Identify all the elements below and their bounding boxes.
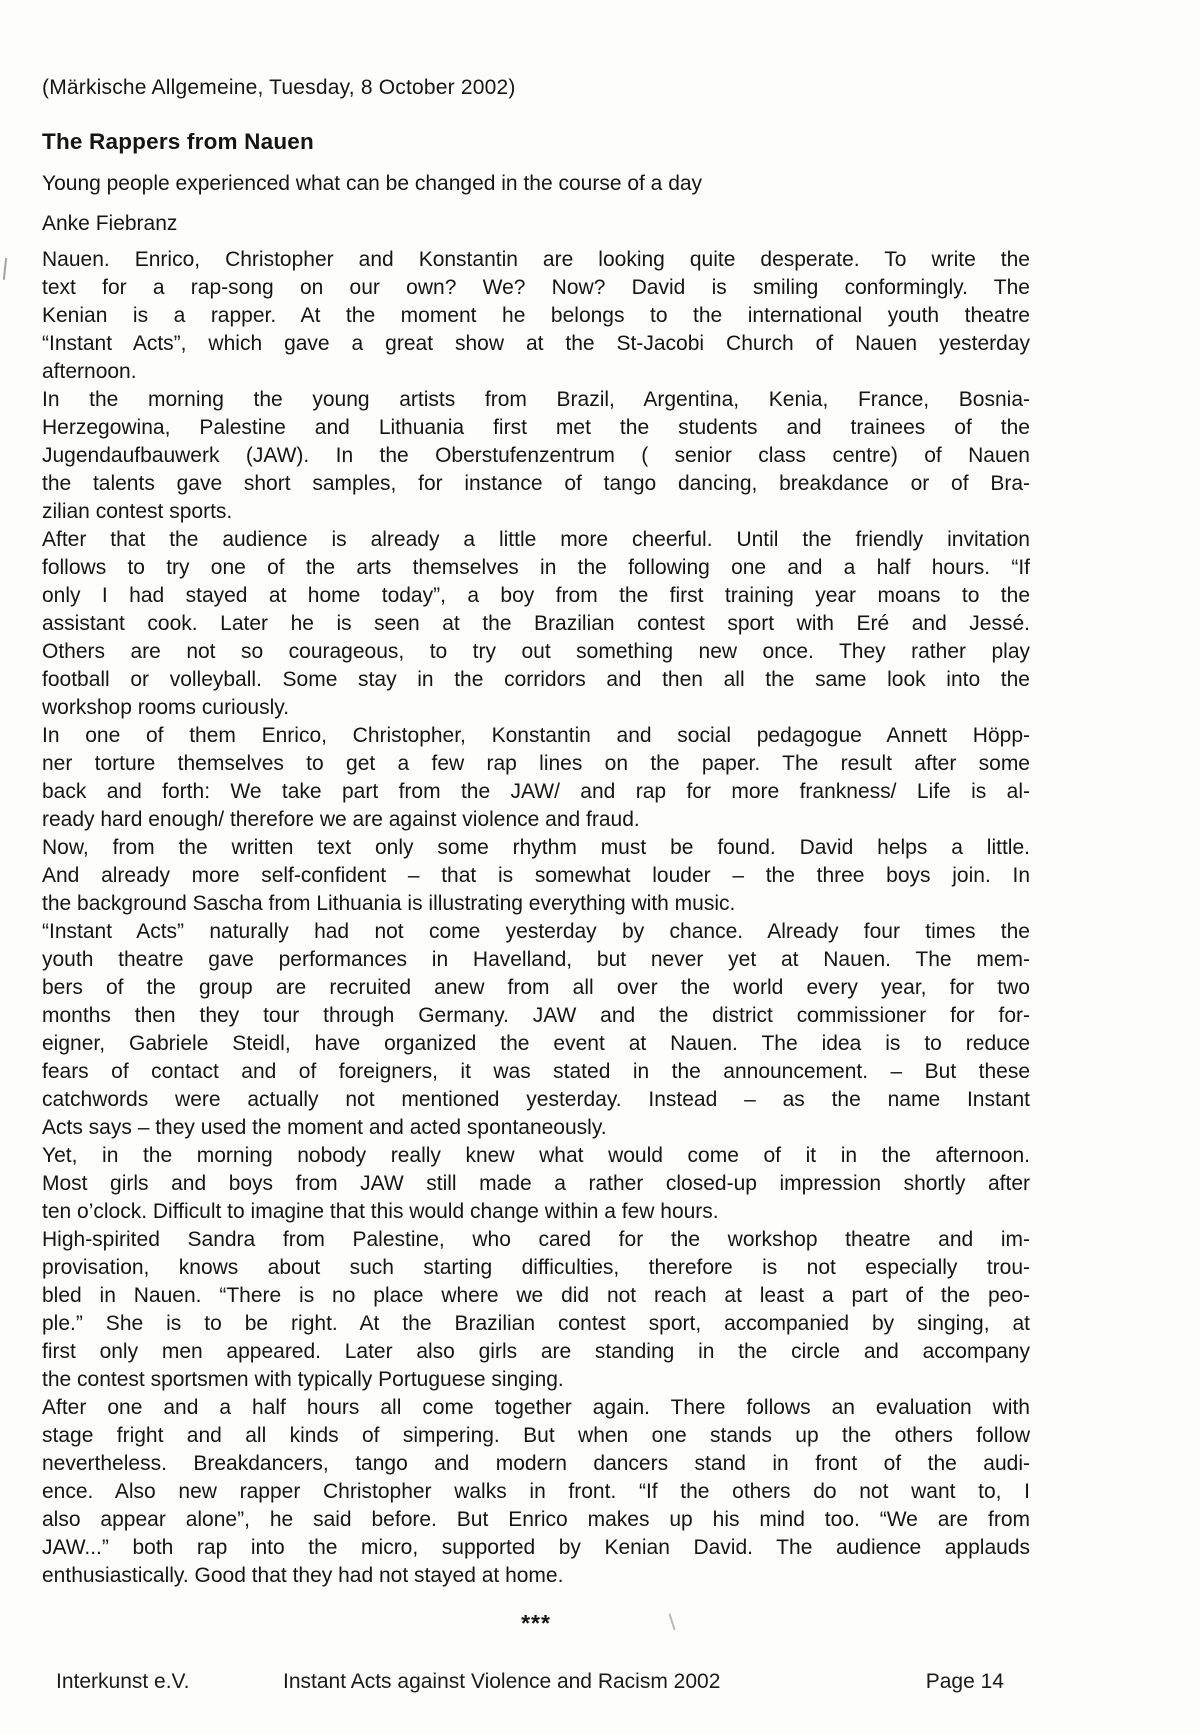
article-body xyxy=(42,246,1030,1590)
article-line: the talents gave short samples, for instance of tango dancing, breakdance or of Bra- xyxy=(42,472,1030,495)
article-line: back and forth: We take part from the JAW/ and rap for more frankness/ Life is al- xyxy=(42,780,1030,803)
article-line: football or volleyball. Some stay in the corridors and then all the same look into the xyxy=(42,668,1030,691)
article-line: JAW...” both rap into the micro, supported by Kenian David. The audience applauds xyxy=(42,1536,1030,1559)
article-subtitle: Young people experienced what can be changed in the course of a day xyxy=(42,172,703,195)
article-line: In one of them Enrico, Christopher, Konstantin and social pedagogue Annett Höpp- xyxy=(42,724,1030,747)
article-line: Now, from the written text only some rhythm must be found. David helps a little. xyxy=(42,836,1030,859)
article-line: fears of contact and of foreigners, it was stated in the announcement. – But these xyxy=(42,1060,1030,1083)
article-line: Jugendaufbauwerk (JAW). In the Oberstufenzentrum ( senior class centre) of Nauen xyxy=(42,444,1030,467)
article-line: After one and a half hours all come together again. There follows an evaluation with xyxy=(42,1396,1030,1419)
article-line: nevertheless. Breakdancers, tango and modern dancers stand in front of the audi- xyxy=(42,1452,1030,1475)
article-line: stage fright and all kinds of simpering. But when one stands up the others follow xyxy=(42,1424,1030,1447)
footer-project-title: Instant Acts against Violence and Racism 2002 xyxy=(283,1670,721,1693)
article-line: Others are not so courageous, to try out something new once. They rather play xyxy=(42,640,1030,663)
article-line: the contest sportsmen with typically Portuguese singing. xyxy=(42,1368,564,1391)
scan-artifact xyxy=(3,258,10,280)
article-line: Kenian is a rapper. At the moment he belongs to the international youth theatre xyxy=(42,304,1030,327)
article-line: High-spirited Sandra from Palestine, who cared for the workshop theatre and im- xyxy=(42,1228,1030,1251)
article-line: provisation, knows about such starting difficulties, therefore is not especially trou- xyxy=(42,1256,1030,1279)
article-line: assistant cook. Later he is seen at the Brazilian contest sport with Eré and Jessé. xyxy=(42,612,1030,635)
article-line: “Instant Acts”, which gave a great show at the St-Jacobi Church of Nauen yesterday xyxy=(42,332,1030,355)
article-line: enthusiastically. Good that they had not stayed at home. xyxy=(42,1564,564,1587)
article-line: catchwords were actually not mentioned yesterday. Instead – as the name Instant xyxy=(42,1088,1030,1111)
article-line: ready hard enough/ therefore we are against violence and fraud. xyxy=(42,808,640,831)
page-footer xyxy=(0,1668,1200,1696)
article-line: Nauen. Enrico, Christopher and Konstantin are looking quite desperate. To write the xyxy=(42,248,1030,271)
article-line: ence. Also new rapper Christopher walks in front. “If the others do not want to, I xyxy=(42,1480,1030,1503)
article-line: bled in Nauen. “There is no place where we did not reach at least a part of the peo- xyxy=(42,1284,1030,1307)
article-content xyxy=(42,75,1030,1635)
article-line: months then they tour through Germany. JAW and the district commissioner for for- xyxy=(42,1004,1030,1027)
article-line: ten o’clock. Difficult to imagine that this would change within a few hours. xyxy=(42,1200,719,1223)
article-line: bers of the group are recruited anew from all over the world every year, for two xyxy=(42,976,1030,999)
article-line: eigner, Gabriele Steidl, have organized the event at Nauen. The idea is to reduce xyxy=(42,1032,1030,1055)
article-line: And already more self-confident – that is somewhat louder – the three boys join. In xyxy=(42,864,1030,887)
article-line: After that the audience is already a little more cheerful. Until the friendly invitation xyxy=(42,528,1030,551)
section-separator: *** xyxy=(521,1610,551,1636)
article-line: youth theatre gave performances in Havelland, but never yet at Nauen. The mem- xyxy=(42,948,1030,971)
article-line: also appear alone”, he said before. But Enrico makes up his mind too. “We are from xyxy=(42,1508,1030,1531)
article-author: Anke Fiebranz xyxy=(42,212,178,235)
article-line: follows to try one of the arts themselves in the following one and a half hours. “If xyxy=(42,556,1030,579)
article-line: In the morning the young artists from Brazil, Argentina, Kenia, France, Bosnia- xyxy=(42,388,1030,411)
article-title: The Rappers from Nauen xyxy=(42,129,314,154)
article-line: Herzegowina, Palestine and Lithuania first met the students and trainees of the xyxy=(42,416,1030,439)
article-line: ple.” She is to be right. At the Brazilian contest sport, accompanied by singing, at xyxy=(42,1312,1030,1335)
article-line: “Instant Acts” naturally had not come yesterday by chance. Already four times the xyxy=(42,920,1030,943)
article-line: Yet, in the morning nobody really knew what would come of it in the afternoon. xyxy=(42,1144,1030,1167)
article-line: zilian contest sports. xyxy=(42,500,233,523)
footer-organization: Interkunst e.V. xyxy=(56,1670,190,1693)
article-line: ner torture themselves to get a few rap lines on the paper. The result after some xyxy=(42,752,1030,775)
article-line: the background Sascha from Lithuania is illustrating everything with music. xyxy=(42,892,736,915)
article-line: Acts says – they used the moment and acted spontaneously. xyxy=(42,1116,607,1139)
article-line: workshop rooms curiously. xyxy=(42,696,290,719)
article-line: only I had stayed at home today”, a boy from the first training year moans to the xyxy=(42,584,1030,607)
article-line: Most girls and boys from JAW still made a rather closed-up impression shortly after xyxy=(42,1172,1030,1195)
article-line: first only men appeared. Later also girls are standing in the circle and accompany xyxy=(42,1340,1030,1363)
footer-page-number: Page 14 xyxy=(925,1670,1004,1693)
article-line: text for a rap-song on our own? We? Now? David is smiling conformingly. The xyxy=(42,276,1030,299)
article-line: afternoon. xyxy=(42,360,137,383)
source-note: (Märkische Allgemeine, Tuesday, 8 October 2002) xyxy=(42,76,516,99)
